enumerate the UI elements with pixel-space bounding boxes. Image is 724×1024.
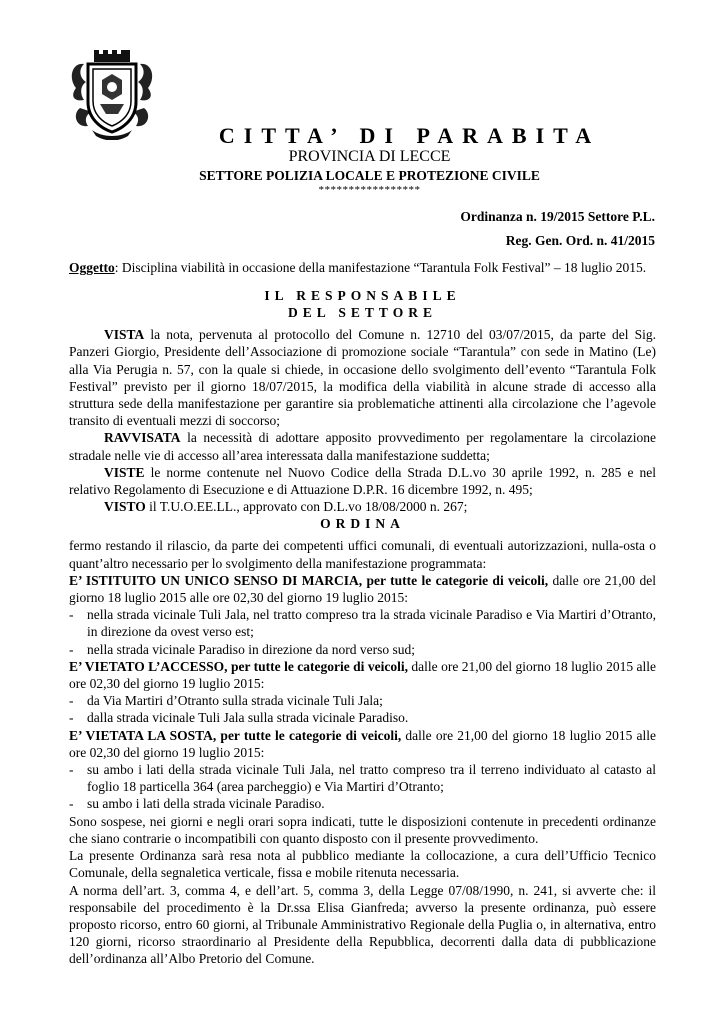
province-title: PROVINCIA DI LECCE [288, 148, 451, 165]
sector-title: SETTORE POLIZIA LOCALE E PROTEZIONE CIVILE [199, 168, 540, 183]
list-item: - dalla strada vicinale Tuli Jala sulla strada vicinale Paradiso. [69, 710, 409, 726]
list-item: - da Via Martiri d’Otranto sulla strada vicinale Tuli Jala; [69, 693, 383, 709]
ordina-heading: ORDINA [320, 516, 405, 532]
list-item: - nella strada vicinale Paradiso in direzione da nord verso sud; [69, 641, 416, 657]
list-item: - su ambo i lati della strada vicinale Paradiso. [69, 796, 325, 812]
document-body [69, 259, 656, 968]
premise-visto: VISTO il T.U.O.EE.LL., approvato con D.L.vo 18/08/2000 n. 267; [104, 499, 468, 515]
separator-stars: ***************** [318, 184, 421, 196]
list-item: - nella strada vicinale Tuli Jala, nel tratto compreso tra la strada vicinale Paradiso e Via Martiri d’Otranto, in direzione da ovest verso est; [69, 607, 656, 640]
city-title: CITTA’ DI PARABITA [218, 123, 601, 148]
ordina-intro: fermo restando il rilascio, da parte dei competenti uffici comunali, di eventuali autorizzazioni, nulla-osta o quant’altro necessario per lo svolgimento della manifestazione programmata: [69, 538, 656, 571]
order-section-one-way: E’ ISTITUITO UN UNICO SENSO DI MARCIA, per tutte le categorie di veicoli, dalle ore 21,00 del giorno 18 luglio 2015 alle ore 02,30 del giorno 19 luglio 2015: [69, 572, 656, 606]
premise-vista: VISTA la nota, pervenuta al protocollo del Comune n. 12710 del 03/07/2015, da parte del Sig. Panzeri Giorgio, Presidente dell’Associazione di promozione sociale “Tarantula” con sede in Matino (Le) alla Via Perugia n. 57, con la quale si chiede, in occasione dello svolgimento dell’evento “Tarantula Folk Festival” previsto per il giorno 18/07/2015, la modifica della viabilità in alcune strade di accesso alla struttura sede della manifestazione per garantire sia problematiche attinenti alla circolazione che l’agevole transito di eventuali mezzi di soccorso; [69, 327, 656, 429]
responsible-heading-2: DEL SETTORE [288, 305, 437, 321]
premise-ravvisata: RAVVISATA la necessità di adottare apposito provvedimento per regolamentare la circolazione stradale nelle vie di accesso all’area interessata dalla manifestazione suddetta; [69, 430, 656, 463]
subject-label: Oggetto [69, 260, 115, 275]
subject-text: : Disciplina viabilità in occasione della manifestazione “Tarantula Folk Festival” – 18 luglio 2015. [114, 260, 647, 275]
closing-publicity: La presente Ordinanza sarà resa nota al pubblico mediante la collocazione, a cura dell’Ufficio Tecnico Comunale, della segnaletica verticale, fissa e mobile ritenuta necessaria. [69, 848, 656, 881]
order-section-no-parking: E’ VIETATA LA SOSTA, per tutte le categorie di veicoli, dalle ore 21,00 del giorno 18 luglio 2015 alle ore 02,30 del giorno 19 luglio 2015: [69, 727, 656, 760]
subject-paragraph [69, 259, 656, 276]
ordinance-number: Ordinanza n. 19/2015 Settore P.L. [460, 209, 655, 224]
responsible-heading-1: IL RESPONSABILE [264, 288, 461, 304]
closing-appeal: A norma dell’art. 3, comma 4, e dell’art. 5, comma 3, della Legge 07/08/1990, n. 241, si avverte che: il responsabile del procedimento è la Dr.ssa Elisa Gianfreda; avverso la presente ordinanza, può essere proposto ricorso, entro 60 giorni, al Tribunale Amministrativo Regionale della Puglia o, in alternativa, entro 120 giorni, ricorso straordinario al Presidente della Repubblica, decorrenti dalla data di pubblicazione dell’ordinanza all’Albo Pretorio del Comune. [69, 882, 656, 967]
closing-suspension: Sono sospese, nei giorni e negli orari sopra indicati, tutte le disposizioni contenute in precedenti ordinanze che siano contrarie o incompatibili con quanto disposto con il presente provvedimento. [69, 813, 656, 846]
register-number: Reg. Gen. Ord. n. 41/2015 [505, 233, 655, 248]
premise-viste: VISTE le norme contenute nel Nuovo Codice della Strada D.L.vo 30 aprile 1992, n. 285 e nel relativo Regolamento di Esecuzione e di Attuazione D.P.R. 16 dicembre 1992, n. 495; [69, 464, 656, 498]
list-item: - su ambo i lati della strada vicinale Tuli Jala, nel tratto compreso tra il terreno individuato al catasto al foglio 18 particella 364 (area parcheggio) e Via Martiri d’Otranto; [69, 762, 656, 795]
order-section-no-access: E’ VIETATO L’ACCESSO, per tutte le categorie di veicoli, dalle ore 21,00 del giorno 18 luglio 2015 alle ore 02,30 del giorno 19 luglio 2015: [69, 658, 656, 692]
